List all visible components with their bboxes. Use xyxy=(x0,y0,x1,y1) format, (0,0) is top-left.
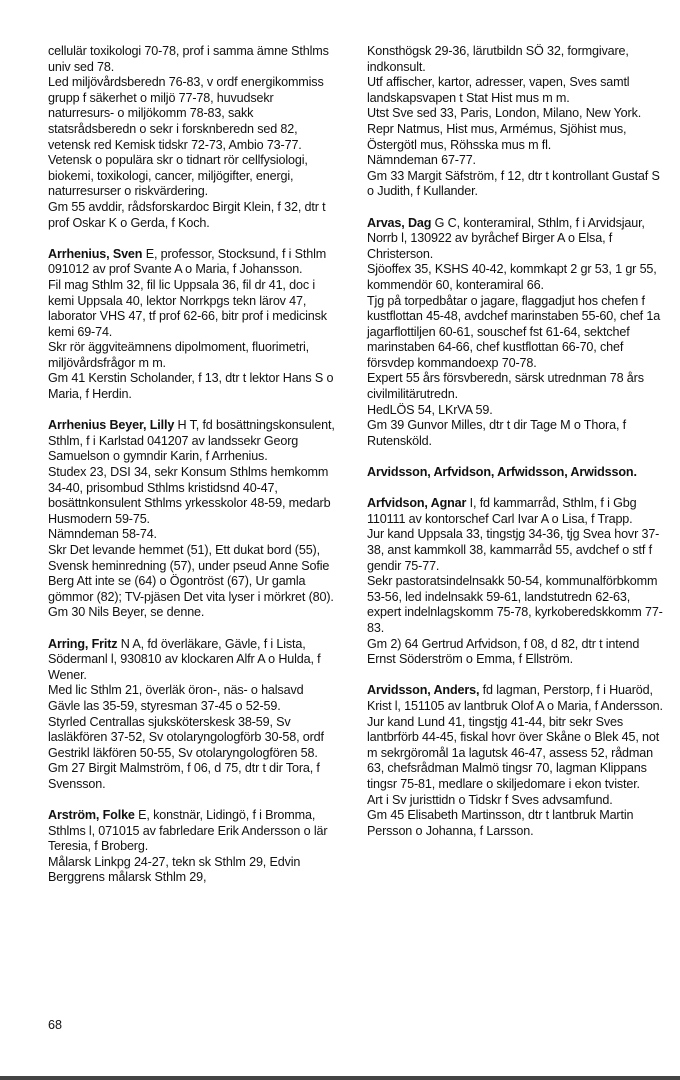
entry-name: Arring, Fritz xyxy=(48,636,118,651)
entry-paragraph: Sjöoffex 35, KSHS 40-42, kommkapt 2 gr 53, 1 gr 55, kommendör 60, konteramiral 66. xyxy=(367,262,657,292)
entry-paragraph: Vetensk o populära skr o tidnart rör cellfysiologi, biokemi, toxikologi, cancer, miljögifter, energi, naturresurser o riskvärdering. xyxy=(48,153,308,199)
entry-heading xyxy=(367,683,663,714)
entry-paragraph: Skr rör äggviteämnens dipolmoment, fluorimetri, miljövårdsfrågor m m. xyxy=(48,340,310,370)
entry-head-text: fd lagman, Perstorp, f i Huaröd, Krist l, 151105 av lantbruk Olof A o Maria, f Andersson. xyxy=(367,683,663,713)
entry-arrhenius-beyer-lilly xyxy=(48,418,338,621)
entry-name: Arström, Folke xyxy=(48,808,135,823)
entry-paragraph: Styrled Centrallas sjuksköterskesk 38-59, Sv lasläkfören 37-52, Sv otolaryngologförb 30-58, ordf Gestrikl läkfören 50-55, Sv otolaryngologfören 58. xyxy=(48,714,324,760)
entry-head-text: E, professor, Stocksund, f i Sthlm 091012 av prof Svante A o Maria, f Johansson. xyxy=(48,246,327,277)
entry-paragraph: Repr Natmus, Hist mus, Armémus, Sjöhist mus, Östergötl mus, Röhsska mus m fl. xyxy=(367,121,627,152)
right-column xyxy=(367,44,663,855)
entry-continuation xyxy=(48,44,338,231)
entry-paragraph: Studex 23, DSI 34, sekr Konsum Sthlms hemkomm 34-40, prisombud Sthlms kristidsnd 40-47, bosättnkonsulent Sthlms yrkesskolor 48-59, medarb Husmodern 59-75. xyxy=(48,465,331,526)
left-column xyxy=(48,44,338,902)
entry-heading xyxy=(48,247,338,278)
entry-arrhenius-sven xyxy=(48,247,338,403)
entry-paragraph: Nämndeman 58-74. xyxy=(48,527,157,542)
entry-paragraph: Gm 39 Gunvor Milles, dtr t dir Tage M o Thora, f Rutensköld. xyxy=(367,418,627,448)
entry-arring-fritz xyxy=(48,637,338,793)
entry-head-text: N A, fd överläkare, Gävle, f i Lista, Södermanl l, 930810 av klockaren Alfr A o Hulda, f Wener. xyxy=(48,636,321,682)
entry-heading xyxy=(48,637,338,684)
entry-paragraph: Gm 27 Birgit Malmström, f 06, d 75, dtr t dir Tora, f Svensson. xyxy=(48,761,320,791)
entry-paragraph: Med lic Sthlm 21, överläk öron-, näs- o halsavd Gävle las 35-59, styresman 37-45 o 52-59. xyxy=(48,683,304,713)
entry-head-text: E, konstnär, Lidingö, f i Bromma, Sthlms l, 071015 av fabrledare Erik Andersson o lär Teresia, f Broberg. xyxy=(48,808,328,854)
page-bottom-edge xyxy=(0,1076,680,1080)
entry-heading xyxy=(367,465,663,481)
entry-paragraph: Gm 45 Elisabeth Martinsson, dtr t lantbruk Martin Persson o Johanna, f Larsson. xyxy=(367,808,634,838)
entry-paragraph: Gm 30 Nils Beyer, se denne. xyxy=(48,605,205,620)
entry-paragraph: Tjg på torpedbåtar o jagare, flaggadjut hos chefen f kustflottan 45-48, avdchef marinstaben 55-60, chef 1a jagarflottiljen 60-61, souschef fst 61-64, sektchef marinstaben 64-66, chef kustflottan 66-70, chef försvdep kommandoexp 70-78. xyxy=(367,293,661,370)
entry-arstrom-folke xyxy=(48,808,338,886)
entry-paragraph: Jur kand Uppsala 33, tingstjg 34-36, tjg Svea hovr 37-38, anst kammkoll 38, kammarråd 55, avdchef o stf f gendir 75-77. xyxy=(367,527,660,573)
entry-paragraph: Led miljövårdsberedn 76-83, v ordf energikommiss grupp f säkerhet o miljö 77-78, huvudsekr naturresurs- o miljökomm 78-83, sakk statsrådsberedn o sekr i forsknberedn sed 82, vetensk red Kemisk tidskr 72-73, Ambio 73-77. xyxy=(48,75,324,152)
entry-paragraph: Gm 41 Kerstin Scholander, f 13, dtr t lektor Hans S o Maria, f Herdin. xyxy=(48,371,334,402)
entry-name-group-heading xyxy=(367,465,663,481)
entry-continuation xyxy=(367,44,663,200)
entry-head-text: H T, fd bosättningskonsulent, Sthlm, f i Karlstad 041207 av landssekr Georg Samuelson o gymndir Karin, f Arrhenius. xyxy=(48,418,335,464)
entry-arfvidson-agnar xyxy=(367,496,663,668)
entry-name: Arfvidson, Agnar xyxy=(367,496,467,511)
entry-heading xyxy=(367,216,663,263)
entry-paragraph: Gm 2) 64 Gertrud Arfvidson, f 08, d 82, dtr t intend Ernst Söderström o Emma, f Ellström. xyxy=(367,636,640,667)
entry-paragraph: HedLÖS 54, LKrVA 59. xyxy=(367,402,493,417)
entry-paragraph: Expert 55 års försvberedn, särsk utrednman 78 års civilmilitärutredn. xyxy=(367,371,644,402)
entry-paragraph: Sekr pastoratsindelnsakk 50-54, kommunalförbkomm 53-56, led indelnsakk 59-61, landstutredn 62-63, expert indelnlagskomm 75-78, kyrkoberedskkomm 77-83. xyxy=(367,574,663,635)
entry-heading xyxy=(367,496,663,527)
entry-paragraph: Målarsk Linkpg 24-27, tekn sk Sthlm 29, Edvin Berggrens målarsk Sthlm 29, xyxy=(48,854,301,885)
entry-name: Arvas, Dag xyxy=(367,215,432,230)
entry-name: Arrhenius Beyer, Lilly xyxy=(48,418,175,433)
entry-paragraph: Jur kand Lund 41, tingstjg 41-44, bitr sekr Sves lantbrförb 44-45, fiskal hovr över Skåne o Blek 45, not m sekrgöromål 1a lagutsk 46-47, assess 52, rådman 63, chefsrådman Malmö tingsr 70, lagman Klippans tingsr 75-81, medlare o skiljedomare i ekon tvister. xyxy=(367,714,660,791)
entry-paragraph: Konsthögsk 29-36, lärutbildn SÖ 32, formgivare, indkonsult. xyxy=(367,44,629,74)
entry-head-text: G C, konteramiral, Sthlm, f i Arvidsjaur, Norrb l, 130922 av byråchef Birger A o Elsa, f Christerson. xyxy=(367,215,645,261)
entry-paragraph: Nämndeman 67-77. xyxy=(367,153,476,168)
entry-arvas-dag xyxy=(367,216,663,450)
entry-heading xyxy=(48,418,338,465)
entry-paragraph: cellulär toxikologi 70-78, prof i samma ämne Sthlms univ sed 78. xyxy=(48,44,329,74)
entry-paragraph: Art i Sv juristtidn o Tidskr f Sves advsamfund. xyxy=(367,792,613,807)
entry-name: Arrhenius, Sven xyxy=(48,246,143,261)
entry-paragraph: Gm 55 avddir, rådsforskardoc Birgit Klein, f 32, dtr t prof Oskar K o Gerda, f Koch. xyxy=(48,199,326,230)
entry-paragraph: Fil mag Sthlm 32, fil lic Uppsala 36, fil dr 41, doc i kemi Uppsala 40, lektor Norrkpgs tekn lärov 47, laborator VHS 47, tf prof 62-66, bitr prof i medicinsk kemi 69-74. xyxy=(48,277,327,339)
entry-name: Arvidsson, Anders, xyxy=(367,683,480,698)
entry-head-text: I, fd kammarråd, Sthlm, f i Gbg 110111 av kontorschef Carl Ivar A o Lisa, f Trapp. xyxy=(367,496,637,526)
entry-paragraph: Gm 33 Margit Säfström, f 12, dtr t kontrollant Gustaf S o Judith, f Kullander. xyxy=(367,168,660,199)
entry-paragraph: Skr Det levande hemmet (51), Ett dukat bord (55), Svensk heminredning (57), under pseud Anne Sofie Berg Att inte se (64) o Ögontröst (67), Ur gamla gömmor (82); TV-pjäsen Det vita lyser i mörkret (80). xyxy=(48,543,334,604)
entry-paragraph: Utf affischer, kartor, adresser, vapen, Sves samtl landskapsvapen t Stat Hist mus m m. xyxy=(367,75,630,105)
entry-paragraph: Utst Sve sed 33, Paris, London, Milano, New York. xyxy=(367,106,642,121)
page-number: 68 xyxy=(48,1018,63,1032)
entry-heading xyxy=(48,808,338,855)
entry-name: Arvidsson, Arfvidson, Arfwidsson, Arwidsson. xyxy=(367,465,637,480)
entry-arvidsson-anders xyxy=(367,683,663,839)
